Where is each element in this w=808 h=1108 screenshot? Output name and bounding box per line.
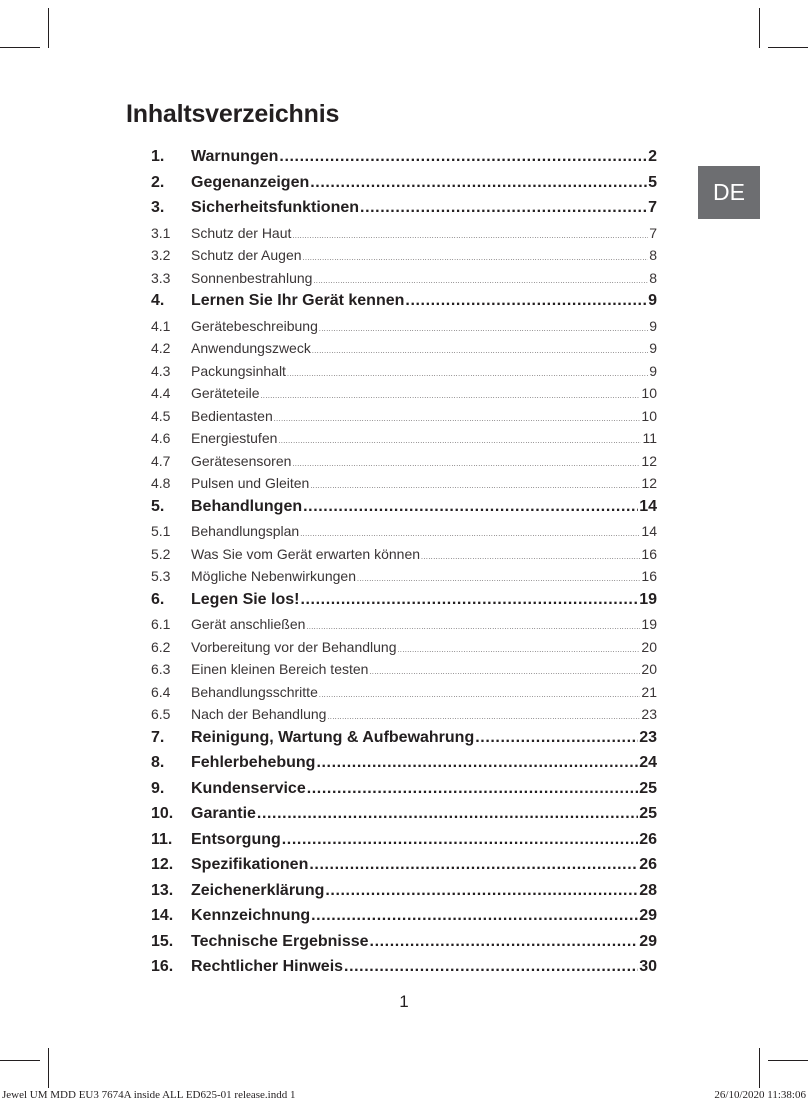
toc-entry [151,591,657,617]
toc-entry [151,408,657,431]
toc-entry-page: 8 [649,247,657,263]
toc-entry-number: 4.4 [151,385,171,401]
toc-entry-number: 6.5 [151,706,171,722]
toc-entry-label: Spezifikationen [191,856,309,873]
toc-entry-label: Zeichenerklärung [191,881,325,899]
toc-dot-leader [278,430,641,446]
toc-entry-number: 3. [151,199,165,216]
toc-dot-leader [344,958,638,976]
toc-entry-label: Rechtlicher Hinweis [191,958,344,975]
toc-entry [151,225,657,248]
toc-entry-number: 5.3 [151,568,171,584]
toc-entry [151,882,657,908]
toc-entry-page: 28 [639,881,657,899]
toc-entry-number: 4.7 [151,452,171,469]
toc-entry-number: 4.8 [151,475,171,491]
toc-entry [151,385,657,408]
toc-entry-label: Technische Ergebnisse [191,932,369,950]
toc-entry-page: 12 [641,452,657,469]
toc-entry-number: 8. [151,754,165,771]
toc-entry-label: Lernen Sie Ihr Gerät kennen [191,292,405,309]
toc-entry-number: 5.1 [151,523,171,539]
toc-dot-leader [287,363,648,379]
print-slug-timestamp: 26/10/2020 11:38:06 [714,1089,806,1101]
page-title: Inhaltsverzeichnis [126,100,340,128]
toc-entry [151,523,657,546]
toc-entry-number: 3.3 [151,269,171,286]
toc-entry-page: 7 [649,224,657,241]
toc-entry-label: Anwendungszweck [191,340,311,356]
toc-entry-number: 4.2 [151,340,171,356]
toc-entry-page: 24 [639,754,657,771]
toc-entry-label: Pulsen und Gleiten [191,475,310,491]
toc-entry-page: 14 [639,497,657,515]
toc-dot-leader [312,340,648,356]
toc-dot-leader [310,475,640,491]
toc-entry-label: Bedientasten [191,407,273,424]
toc-entry-number: 13. [151,881,174,899]
toc-entry-page: 23 [639,728,657,746]
toc-entry-number: 1. [151,148,165,165]
toc-entry-page: 7 [648,199,657,216]
toc-entry-number: 15. [151,932,174,950]
toc-entry-label: Behandlungen [191,497,303,515]
toc-dot-leader [475,729,638,747]
toc-dot-leader [292,453,640,469]
toc-dot-leader [421,546,640,562]
toc-entry-label: Fehlerbehebung [191,754,316,771]
toc-entry-number: 16. [151,958,174,975]
toc-entry-page: 9 [649,317,657,334]
toc-entry-label: Gegenanzeigen [191,173,310,191]
toc-entry-page: 9 [649,340,657,356]
toc-entry-number: 5.2 [151,545,171,562]
toc-entry-page: 25 [639,779,657,797]
toc-entry-label: Kennzeichnung [191,907,311,924]
toc-dot-leader [274,408,641,424]
toc-dot-leader [300,523,640,539]
toc-dot-leader [370,933,639,951]
toc-entry-label: Energiestufen [191,430,278,446]
toc-entry-number: 4.6 [151,430,171,446]
toc-entry [151,340,657,363]
toc-entry-number: 5. [151,497,165,515]
toc-entry [151,174,657,200]
toc-entry-label: Packungsinhalt [191,362,286,379]
toc-entry-page: 21 [641,683,657,700]
toc-entry-label: Gerätebeschreibung [191,317,318,334]
toc-entry [151,780,657,806]
toc-entry-number: 4.1 [151,317,171,334]
toc-entry [151,292,657,318]
toc-entry-label: Sicherheitsfunktionen [191,199,360,216]
toc-dot-leader [282,831,638,849]
toc-entry-label: Gerät anschließen [191,616,306,632]
toc-entry-label: Nach der Behandlung [191,706,327,722]
toc-entry-page: 10 [641,407,657,424]
toc-dot-leader [279,148,647,166]
toc-dot-leader [397,639,640,655]
toc-dot-leader [325,882,638,900]
toc-entry [151,706,657,729]
toc-entry-number: 6.1 [151,616,171,632]
toc-entry-page: 9 [648,292,657,309]
toc-dot-leader [260,385,640,401]
toc-entry-number: 6.3 [151,661,171,677]
toc-entry [151,568,657,591]
toc-entry-page: 26 [639,856,657,873]
toc-entry-number: 4. [151,292,165,309]
toc-dot-leader [311,907,638,925]
toc-entry-label: Garantie [191,805,256,822]
toc-entry-number: 10. [151,805,174,822]
toc-entry-number: 3.1 [151,224,171,241]
toc-dot-leader [257,805,638,823]
toc-entry [151,363,657,386]
crop-mark [759,1048,760,1088]
toc-entry [151,199,657,225]
toc-entry [151,805,657,831]
toc-entry [151,616,657,639]
toc-entry-page: 12 [641,475,657,491]
toc-entry [151,546,657,569]
toc-entry-label: Reinigung, Wartung & Aufbewahrung [191,728,475,746]
toc-entry [151,661,657,684]
toc-entry [151,475,657,498]
toc-entry-number: 12. [151,856,174,873]
toc-entry-page: 5 [648,173,657,191]
toc-entry [151,270,657,293]
toc-entry-number: 2. [151,173,165,191]
toc-dot-leader [319,318,648,334]
toc-entry-number: 3.2 [151,247,171,263]
toc-entry-page: 16 [641,568,657,584]
toc-entry-number: 6.4 [151,683,171,700]
toc-dot-leader [327,706,640,722]
toc-entry [151,247,657,270]
toc-entry [151,933,657,959]
toc-dot-leader [313,270,648,286]
toc-entry-number: 7. [151,728,165,746]
crop-mark [48,8,49,48]
toc-dot-leader [360,199,647,217]
toc-entry-label: Geräteteile [191,385,260,401]
toc-dot-leader [405,292,647,310]
toc-entry-label: Sonnenbestrahlung [191,269,313,286]
toc-entry-label: Schutz der Haut [191,224,292,241]
toc-entry-number: 6.2 [151,638,171,655]
toc-entry-label: Gerätesensoren [191,452,292,469]
toc-dot-leader [309,856,638,874]
toc-dot-leader [292,225,648,241]
crop-mark [759,8,760,48]
toc-entry [151,958,657,984]
toc-entry [151,684,657,707]
toc-entry-label: Warnungen [191,148,279,165]
toc-entry-page: 29 [639,907,657,924]
toc-entry [151,831,657,857]
toc-entry-label: Schutz der Augen [191,247,302,263]
toc-entry [151,856,657,882]
toc-entry-page: 29 [639,932,657,950]
toc-dot-leader [306,616,640,632]
toc-entry [151,729,657,755]
crop-mark [0,47,40,48]
crop-mark [0,1060,40,1061]
toc-entry-page: 19 [641,616,657,632]
crop-mark [48,1048,49,1088]
toc-entry [151,148,657,174]
toc-dot-leader [300,591,638,609]
toc-entry [151,430,657,453]
toc-dot-leader [303,247,649,263]
toc-entry-page: 26 [639,830,657,848]
toc-entry-page: 8 [649,269,657,286]
toc-entry-page: 16 [641,545,657,562]
print-slug-file: Jewel UM MDD EU3 7674A inside ALL ED625-01 release.indd 1 [2,1089,296,1101]
toc-entry-label: Entsorgung [191,830,281,848]
toc-entry-page: 25 [639,805,657,822]
toc-entry-label: Was Sie vom Gerät erwarten können [191,545,421,562]
toc-entry [151,754,657,780]
toc-entry-page: 9 [649,362,657,379]
toc-entry-number: 4.3 [151,362,171,379]
toc-entry-label: Legen Sie los! [191,590,300,608]
toc-entry-page: 20 [641,661,657,677]
toc-entry-number: 11. [151,830,173,848]
toc-entry-page: 30 [639,958,657,975]
toc-entry-number: 4.5 [151,407,171,424]
toc-entry-label: Vorbereitung vor der Behandlung [191,638,397,655]
toc-entry-label: Mögliche Nebenwirkungen [191,568,356,584]
crop-mark [768,1060,808,1061]
toc-entry-page: 10 [641,385,657,401]
toc-entry-number: 14. [151,907,174,924]
toc-entry [151,907,657,933]
toc-dot-leader [357,568,640,584]
toc-entry-number: 9. [151,779,165,797]
toc-entry-label: Kundenservice [191,779,306,797]
toc-entry-page: 11 [642,430,657,446]
toc-entry-page: 20 [641,638,657,655]
toc-entry-page: 19 [639,590,657,608]
page-number: 1 [399,992,409,1011]
toc-entry [151,498,657,524]
toc-entry [151,453,657,476]
toc-dot-leader [316,754,638,772]
toc-entry-page: 23 [641,706,657,722]
toc-entry [151,639,657,662]
crop-mark [768,47,808,48]
toc-entry-page: 2 [648,148,657,165]
toc-entry-label: Behandlungsschritte [191,683,318,700]
toc-entry-label: Behandlungsplan [191,523,300,539]
toc-dot-leader [369,661,640,677]
toc-entry-label: Einen kleinen Bereich testen [191,661,369,677]
toc-dot-leader [307,780,638,798]
toc-entry [151,318,657,341]
toc-dot-leader [310,174,647,192]
toc-entry-page: 14 [641,523,657,539]
toc-dot-leader [303,498,638,516]
table-of-contents [151,148,657,984]
toc-dot-leader [319,684,641,700]
toc-entry-number: 6. [151,590,165,608]
language-tab: DE [698,166,760,219]
